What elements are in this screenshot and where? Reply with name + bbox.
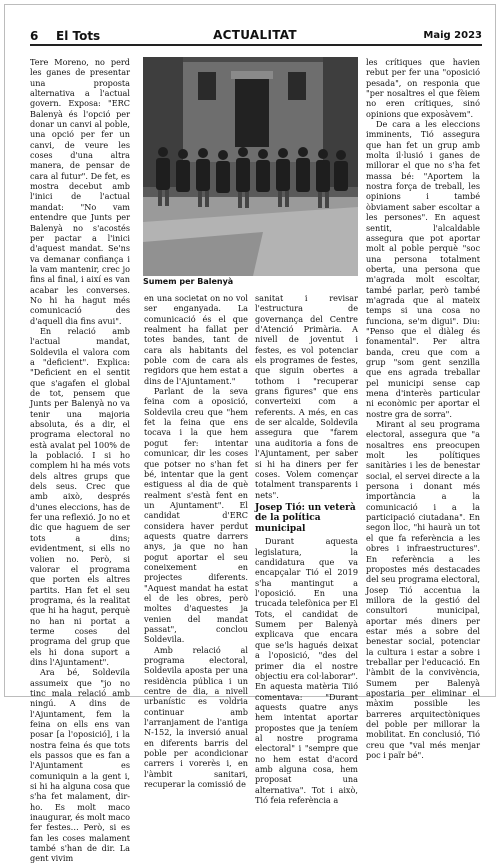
- paragraph: Durant aquesta legislatura, la candidatura que va encapçalar Tió el 2019 s'ha mantingut a l'oposició. En una trucada telefònica per El Tots, el candidat de Sumem per Balenyà explicava que encara que se'ls hagués deixat a l'oposició, "des del primer dia el nostre objectiu era col·laborar". En aquesta matèria Tiió comentava: "Durant aquests quatre anys hem intentat aportar propostes que ja teníem al nostre programa electoral" i "sempre que no hem estat d'acord amb alguna cosa, hem proposat una alternativa". Tot i això, Tió feia referència a: [255, 536, 358, 805]
- photo-caption: Sumem per Balenyà: [143, 277, 234, 286]
- paragraph: en una societat on no vol ser enganyada. La comunicació és el que realment ha fallat per totes bandes, tant de cara als habitants del poble com de cara als regidors que hem estat a dins de l'Ajuntament.": [144, 293, 248, 386]
- group-photo: [143, 57, 358, 276]
- paragraph: Amb relació al programa electoral, Soldevila aposta per una residència pública i un centre de dia, a nivell urbanístic es voldria continuar amb l'arranjament de l'antiga N-152, la inversió anual en diferents barris del poble per acondicionar carrers i vorerès i, en l'àmbit sanitari, recuperar la comissió de: [144, 644, 248, 790]
- paragraph: En relació amb l'actual mandat, Soldevila el valora com a "deficient". Explica: "Deficient en el sentit que s'agafen el global de tot, pensem que Junts per Balenyà no va tenir una majoria absoluta, és a dir, el programa electoral no està avalat pel 100% de la població. I si ho complem hi ha més vots dels altres grups que dels seus. Crec que amb això, després d'unes eleccions, has de fer una reflexió. Jo no et dic que haguem de ser tots a dins; evidentment, si ells no volien no. Però, si valorar el programa que porten els altres partits. Han fet el seu programa, és la realitat que hi ha hagut, perquè no han ni portat a terme coses del programa del grup que els hi dona suport a dins l'Ajuntament".: [30, 325, 130, 667]
- page-header: [30, 28, 482, 44]
- paragraph: Parlant de la seva feina com a oposició, Soldevila creu que "hem fet la feina que ens tocava i la que hem pogut fer: intentar comunicar, dir les coses que potser no s'han fet bé, intentar que la gent estiguess al dia de què realment s'està fent en un Ajuntament". El candidat d'ERC considera haver perdut aquests quatre darrers anys, ja que no han pogut aportar el seu coneixement en projectes diferents. "Aquest mandat ha estat el de les obres, però moltes d'aquestes ja venien del mandat passat", conclou Soldevila.: [144, 386, 248, 645]
- paragraph: Mirant al seu programa electoral, assegura que "a nosaltres ens preocupen molt les polítiques sanitàries i les de benestar social, el servei directe a la persona i donant més importància a la comunicació i a la participació ciutadana". En segon lloc, "hi haurà un tot el que fa referència a les obres i infraestructures". En referència a les propostes més destacades del seu programa electoral, Josep Tió accentua la millora de la gestió del consultori municipal, aportar més diners per estar més a sobre del benestar social, potenciar la cultura i estar a sobre i treballar per l'educació. En l'àmbit de la convivència, Sumem per Balenyà apostaria per eliminar el màxim possible les barreres arquitectòniques del poble per millorar la mobilitat. En conclusió, Tió creu que "val més menjar poc i païr bé".: [366, 419, 480, 761]
- section-subheading: Josep Tió: un veterà de la política municipal: [255, 502, 356, 534]
- article-column-2: [144, 293, 248, 790]
- issue-date: Maig 2023: [423, 30, 482, 41]
- article-column-4: [366, 57, 480, 760]
- paragraph: Ara bé, Soldevila assumeix que "jo no tinc mala relació amb ningú. A dins de l'Ajuntament, fem la feina on ells ens van posar [a l'oposició], i la nostra feina és que tots els passos que es fan a l'Ajuntament es comuniquin a la gent i, si hi ha alguna cosa que s'ha fet malament, dir-ho. Es molt maco inaugurar, és molt maco fer festes… Però, si es fan les coses malament també s'han de dir. La gent vivim: [30, 667, 130, 864]
- article-column-1: [30, 57, 130, 864]
- section-title: ACTUALITAT: [213, 28, 297, 42]
- page-number: 6: [30, 29, 39, 43]
- publication-name: El Tots: [56, 29, 101, 43]
- paragraph: sanitat i revisar l'estructura de governança del Centre d'Atenció Primària. A nivell de joventut i festes, es vol potenciar els programes de festes, que siguin obertes a tothom i "recuperar grans figures" que ens converteixi com a referents. A més, en cas de ser alcalde, Soldevila assegura que "farem una auditoria a fons de l'Ajuntament, per saber si hi ha diners per fer coses. Volem començar totalment transparents i nets".: [255, 293, 358, 500]
- header-rule: [30, 44, 482, 46]
- paragraph: Tere Moreno, no perd les ganes de presentar una proposta alternativa a l'actual govern. Exposa: "ERC Balenyà és l'opció per donar un canvi al poble, una opció per fer un canvi, de veure les coses d'una altra manera, de pensar de cara al futur". De fet, es mostra decebut amb l'inici de l'actual mandat: "No vam entendre que Junts per Balenyà no s'acostés per pactar a l'inici d'aquest mandat. Se'ns va demanar confiança i la vam mantenir, crec jo fins al final, i així es van acabar les converses. No hi ha hagut més comunicació des d'aquell dia fins avui".: [30, 57, 130, 326]
- paragraph: les crítiques que havien rebut per fer una "oposició pesada", on responia que "per nosaltres el que fèiem no eren crítiques, sinó opinions que exposàvem".: [366, 57, 480, 119]
- paragraph: De cara a les eleccions imminents, Tió assegura que han fet un grup amb molta il·lusió i ganes de millorar el que no s'ha fet massa bé: "Aportem la nostra força de treball, les opinions i també òbviament saber escoltar a les persones". En aquest sentit, l'alcaldable assegura que pot aportar molt al poble perquè "soc una persona totalment oberta, una persona que m'agrada molt escoltar, també parlar, però també m'agrada que al mateix temps si una cosa no funciona, se'm digui". Diu: "Penso que el diàleg és fonamental". Per altra banda, creu que com a grup "som gent senzilla que ens agrada treballar pel municipi sense cap mena d'interès particular ni econòmic per aportar el nostre gra de sorra".: [366, 119, 480, 419]
- article-column-3: [255, 293, 358, 805]
